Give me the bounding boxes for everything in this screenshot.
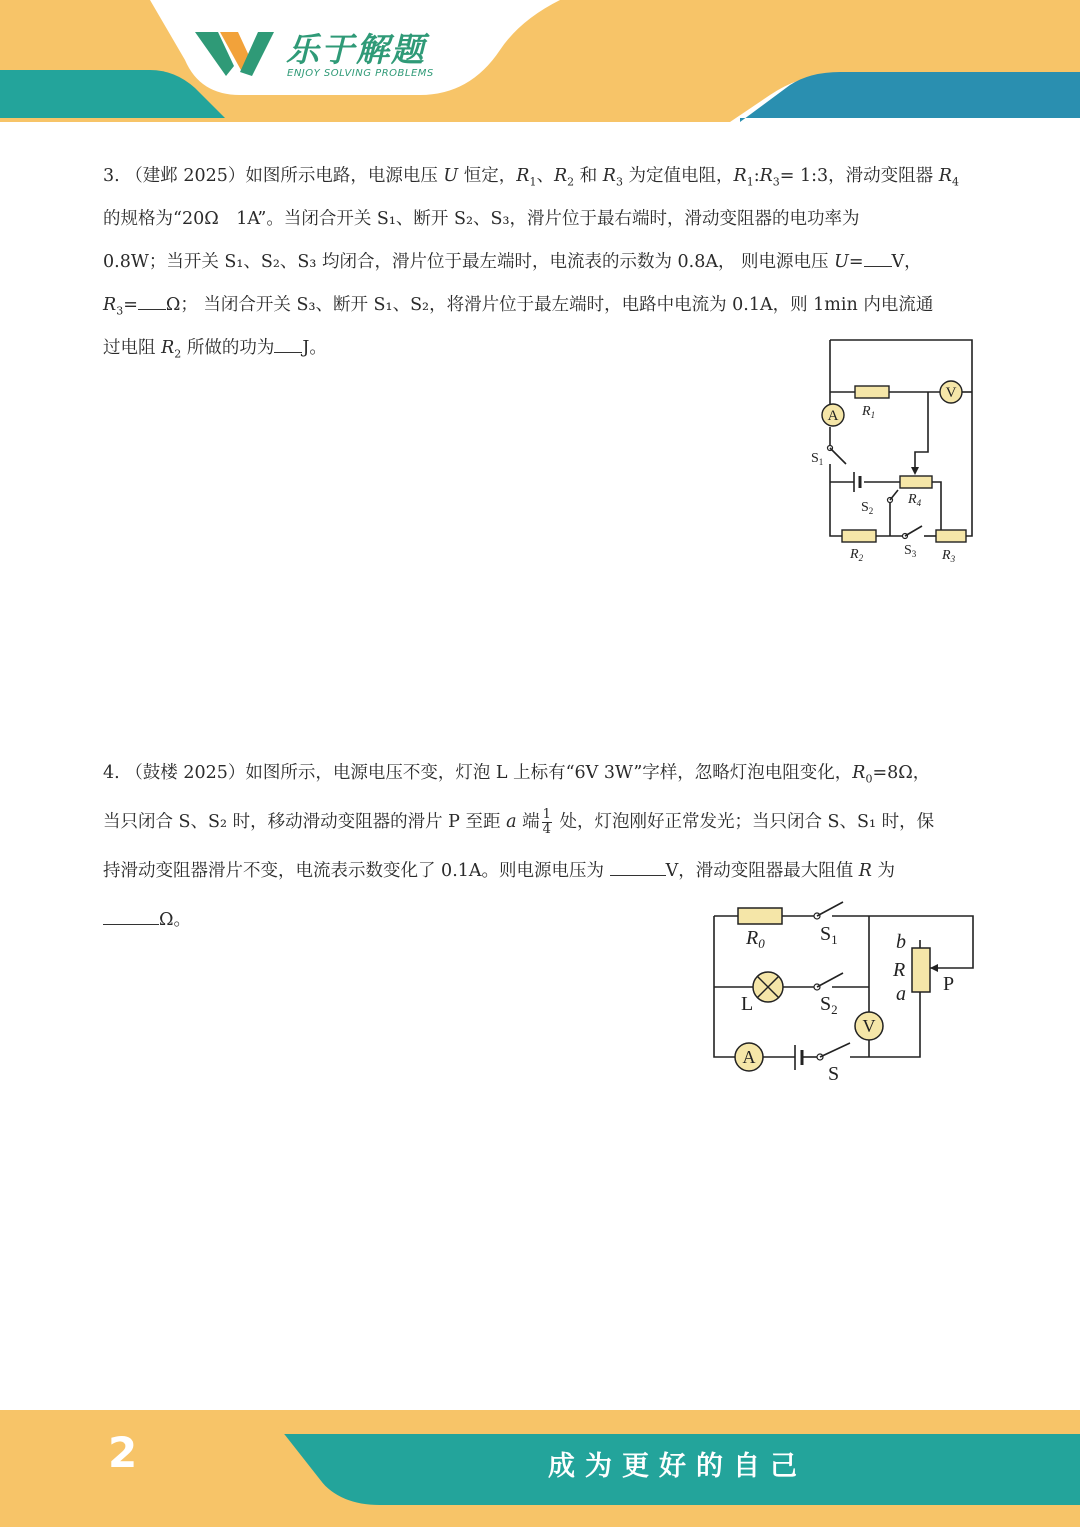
lamp-label: L [741,993,754,1015]
q3-line-3: 0.8W；当开关 S₁、S₂、S₃ 均闭合，滑片位于最左端时，电流表的示数为 0.8A， 则电源电压 U= V， [103,246,978,289]
switch-s2 [888,490,899,503]
slider-p-label: P [943,973,955,995]
battery-icon [854,472,860,492]
r1-resistor [855,386,889,398]
switch-s3 [903,526,923,539]
r1-label: $R_1$ [862,404,876,420]
voltmeter-label: V [862,1016,876,1036]
r4-label: $R_4$ [908,492,922,508]
s-label: S [828,1063,840,1085]
footer-banner [0,1410,1080,1527]
switch-s1 [828,446,847,483]
ammeter-label: A [742,1047,756,1067]
lamp-icon [753,972,783,1002]
end-b-label: b [896,931,906,953]
fraction-quarter: $\frac{1}{4}$ [542,807,551,837]
q4-line-4: Ω。 [103,903,978,952]
end-a-label: a [896,983,906,1005]
answer-blank-voltage[interactable] [610,857,666,876]
ammeter-label: A [827,408,839,424]
circuit-wires [827,340,972,536]
q4-line-3: 持滑动变阻器滑片不变，电流表示数变化了 0.1A。则电源电压为 V，滑动变阻器最大阻值 R 为 [103,854,978,903]
footer-slogan: 成为更好的自己 [548,1451,807,1482]
s3-label: $S_3$ [904,543,917,559]
q3-line-2: 的规格为“20Ω 1A”。当闭合开关 S₁、断开 S₂、S₃，滑片位于最右端时，滑动变阻器的电功率为 [103,209,860,229]
q3-line-4: $R_3= \Omega$； 当闭合开关 S₃、断开 S₁、S₂，将滑片位于最左端时，电路中电流为 0.1A，则 1min 内电流通 [103,289,978,332]
r3-label: $R_3$ [942,548,956,564]
q4-line-2: 当只闭合 S、S₂ 时，移动滑动变阻器的滑片 P 至距 a 端 $\frac{1}{4}$ 处，灯泡刚好正常发光；当只闭合 S、S₁ 时，保 [103,807,935,837]
switch-s [817,1043,850,1060]
header-background [0,0,1080,130]
s1-label: $S_1$ [811,451,824,467]
circuit-diagram-q3 [800,330,990,570]
circuit-diagram-q4 [700,890,990,1090]
brand-name: 乐于解题 [286,30,426,69]
page-number: 2 [108,1428,138,1477]
s1-label: $S_1$ [820,923,838,947]
rheostat-label: R [893,959,906,981]
q4-line-1: 4. （鼓楼 2025）如图所示，电源电压不变，灯泡 L 上标有“6V 3W”字样，忽略灯泡电阻变化，$R_0=8\Omega$， [103,763,931,786]
r4-slider-arrow [911,467,919,475]
answer-blank-u[interactable] [864,248,892,267]
r0-resistor [738,908,782,924]
header-banner [0,0,1080,130]
slider-arrow-p [930,964,938,972]
answer-blank-r3[interactable] [138,291,166,310]
r0-label: $R_0$ [746,927,765,951]
rheostat-r [912,948,930,992]
footer-background [0,1410,1080,1527]
q3-line-1: 3. （建邺 2025）如图所示电路，电源电压 U 恒定，$R_1$、$R_2$ 和 $R_3$ 为定值电阻，$R_1:R_3=$ 1:3，滑动变阻器 $R_4$ [103,166,959,189]
r2-resistor [842,530,876,542]
voltmeter-label: V [945,385,957,401]
brand-tagline: ENJOY SOLVING PROBLEMS [287,68,434,79]
r4-rheostat [900,476,932,488]
logo-icon [190,24,280,84]
r3-resistor [936,530,966,542]
q3-line-5: 过电阻 $R_2$ 所做的功为 J。 [103,332,978,375]
answer-blank-work[interactable] [274,334,302,353]
battery-icon [795,1045,802,1070]
s2-label: $S_2$ [820,993,838,1017]
answer-blank-resistance[interactable] [103,906,159,925]
r2-label: $R_2$ [850,547,864,563]
s2-label: $S_2$ [861,500,874,516]
